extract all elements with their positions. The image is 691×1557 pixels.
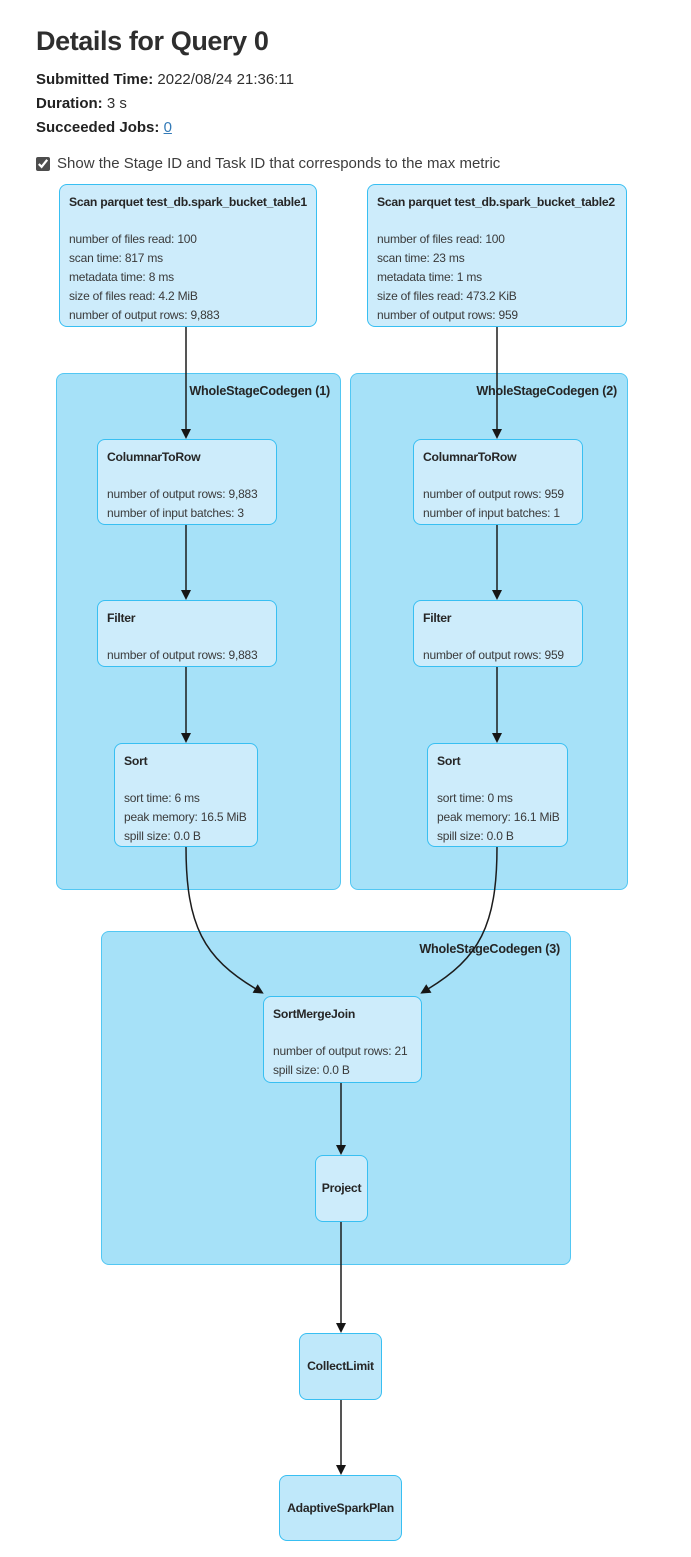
- metric-line: spill size: 0.0 B: [273, 1063, 350, 1077]
- node-sort-merge-join[interactable]: [263, 996, 422, 1083]
- metric-line: peak memory: 16.5 MiB: [124, 810, 247, 824]
- metric-line: peak memory: 16.1 MiB: [437, 810, 560, 824]
- node-columnar-to-row-1[interactable]: [97, 439, 277, 525]
- node-sort-1-title: Sort: [124, 754, 148, 768]
- node-sort-2[interactable]: [427, 743, 568, 847]
- node-scan-parquet-table1[interactable]: [59, 184, 317, 327]
- submitted-time-value: 2022/08/24 21:36:11: [157, 71, 294, 88]
- metric-line: number of input batches: 1: [423, 506, 560, 520]
- node-columnar-to-row-2[interactable]: [413, 439, 583, 525]
- metric-line: metadata time: 8 ms: [69, 270, 174, 284]
- max-metric-checkbox-label: Show the Stage ID and Task ID that corresponds to the max metric: [57, 155, 501, 172]
- metric-line: number of files read: 100: [377, 232, 505, 246]
- node-project[interactable]: [315, 1155, 368, 1222]
- node-scan-parquet-table1-title: Scan parquet test_db.spark_bucket_table1: [69, 195, 307, 209]
- metric-line: size of files read: 4.2 MiB: [69, 289, 198, 303]
- query-details-header: [0, 0, 691, 140]
- node-filter-2[interactable]: [413, 600, 583, 667]
- node-filter-1-title: Filter: [107, 611, 136, 625]
- cluster-wholestagecodegen-1-label: WholeStageCodegen (1): [189, 384, 330, 398]
- metric-line: number of output rows: 9,883: [107, 648, 258, 662]
- node-scan-parquet-table2-title: Scan parquet test_db.spark_bucket_table2: [377, 195, 615, 209]
- node-filter-2-title: Filter: [423, 611, 452, 625]
- succeeded-jobs-label: Succeeded Jobs:: [36, 119, 160, 136]
- node-adaptive-spark-plan-title: AdaptiveSparkPlan: [287, 1500, 394, 1515]
- submitted-time-row: [36, 68, 691, 92]
- cluster-wholestagecodegen-3-label: WholeStageCodegen (3): [419, 942, 560, 956]
- metric-line: scan time: 817 ms: [69, 251, 163, 265]
- node-sort-merge-join-title: SortMergeJoin: [273, 1007, 356, 1021]
- node-columnar-to-row-2-title: ColumnarToRow: [423, 450, 517, 464]
- node-adaptive-spark-plan[interactable]: [279, 1475, 402, 1541]
- node-filter-1[interactable]: [97, 600, 277, 667]
- duration-value: 3 s: [106, 95, 127, 112]
- duration-row: [36, 92, 691, 116]
- metric-line: sort time: 0 ms: [437, 791, 513, 805]
- query-plan-dag: [0, 184, 691, 1557]
- metric-line: number of output rows: 9,883: [107, 487, 258, 501]
- metric-line: metadata time: 1 ms: [377, 270, 482, 284]
- succeeded-jobs-link[interactable]: 0: [163, 119, 172, 136]
- metric-line: size of files read: 473.2 KiB: [377, 289, 517, 303]
- node-collect-limit-title: CollectLimit: [307, 1359, 374, 1373]
- metric-line: number of files read: 100: [69, 232, 197, 246]
- metric-line: sort time: 6 ms: [124, 791, 200, 805]
- node-sort-2-title: Sort: [437, 754, 461, 768]
- page-title: Details for Query 0: [36, 26, 269, 56]
- metric-line: spill size: 0.0 B: [124, 829, 201, 843]
- succeeded-jobs-row: [36, 116, 691, 140]
- metric-line: number of input batches: 3: [107, 506, 244, 520]
- metric-line: number of output rows: 959: [377, 308, 518, 322]
- duration-label: Duration:: [36, 95, 103, 112]
- node-sort-1[interactable]: [114, 743, 258, 847]
- cluster-wholestagecodegen-2-label: WholeStageCodegen (2): [476, 384, 617, 398]
- node-scan-parquet-table2[interactable]: [367, 184, 627, 327]
- metric-line: number of output rows: 959: [423, 648, 564, 662]
- metric-line: number of output rows: 21: [273, 1044, 408, 1058]
- metric-line: scan time: 23 ms: [377, 251, 465, 265]
- max-metric-toggle-row[interactable]: [36, 155, 691, 172]
- node-columnar-to-row-1-title: ColumnarToRow: [107, 450, 201, 464]
- max-metric-checkbox[interactable]: [36, 157, 50, 171]
- metric-line: spill size: 0.0 B: [437, 829, 514, 843]
- metric-line: number of output rows: 9,883: [69, 308, 220, 322]
- submitted-time-label: Submitted Time:: [36, 71, 154, 88]
- metric-line: number of output rows: 959: [423, 487, 564, 501]
- node-project-title: Project: [321, 1181, 362, 1195]
- node-collect-limit[interactable]: [299, 1333, 382, 1400]
